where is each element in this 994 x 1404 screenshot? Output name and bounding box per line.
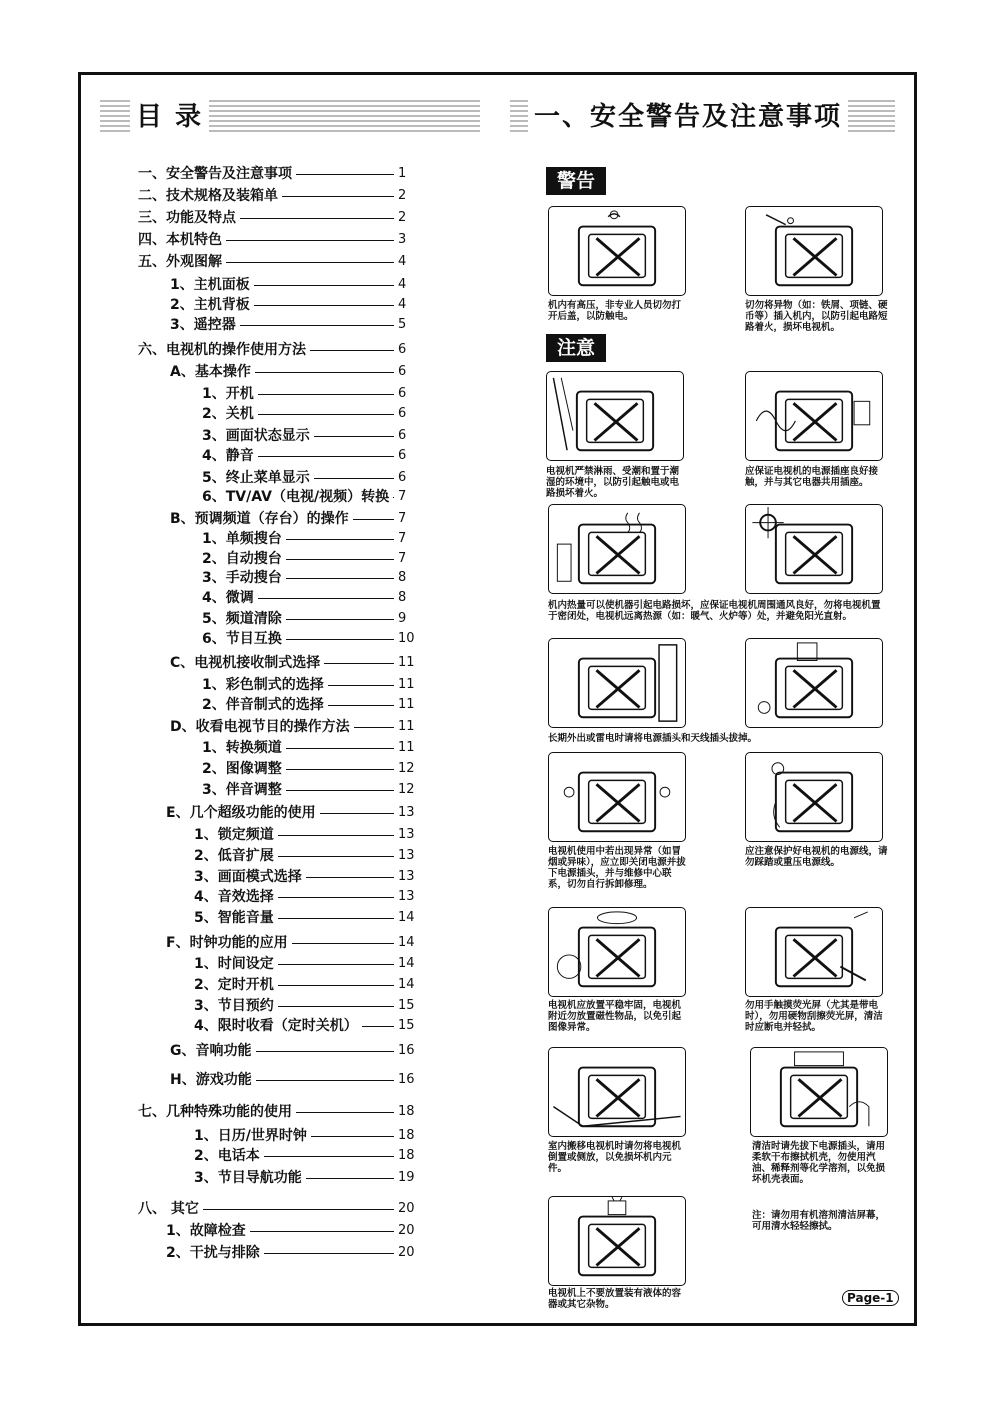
caption-unplug: 长期外出或雷电时请将电源插头和天线插头拔掉。 (548, 733, 758, 744)
toc-leader-line (324, 663, 394, 664)
toc-entry-label: D、收看电视节目的操作方法 (170, 719, 350, 735)
toc-entry (202, 404, 420, 422)
toc-entry-page: 12 (398, 781, 415, 797)
toc-entry-label: 6、节目互换 (202, 631, 282, 647)
toc-leader-line (258, 598, 394, 599)
caption-moving-tv: 室内搬移电视机时请勿将电视机倒置或侧放，以免损坏机内元件。 (548, 1141, 682, 1174)
toc-entry-label: 4、限时收看（定时关机） (194, 1018, 358, 1034)
toc-leader-line (240, 325, 394, 326)
toc-entry-label: 五、外观图解 (138, 254, 222, 270)
toc-entry-page: 13 (398, 888, 415, 904)
toc-leader-line (278, 897, 394, 898)
toc-entry (194, 846, 420, 864)
toc-entry-label: 六、电视机的操作使用方法 (138, 342, 306, 358)
toc-leader-line (314, 478, 394, 479)
toc-leader-line (353, 519, 394, 520)
toc-entry-label: 1、主机面板 (170, 277, 250, 293)
toc-entry (170, 509, 420, 527)
toc-leader-line (278, 918, 394, 919)
toc-entry (202, 609, 420, 627)
toc-leader-line (258, 414, 394, 415)
caption-open-back-cover: 机内有高压，非专业人员切勿打开后盖，以防触电。 (548, 300, 682, 322)
toc-entry (202, 568, 420, 586)
toc-entry-page: 14 (398, 934, 415, 950)
toc-entry (194, 1016, 420, 1034)
toc-entry (170, 295, 420, 313)
toc-entry (202, 629, 420, 647)
toc-entry (170, 275, 420, 293)
illustration-moving-tv (548, 1047, 686, 1137)
toc-entry (138, 340, 420, 358)
toc-entry (170, 717, 420, 735)
toc-entry-label: 3、节目导航功能 (194, 1170, 302, 1186)
toc-entry-page: 9 (398, 610, 407, 626)
toc-leader-line (393, 497, 394, 498)
toc-entry (202, 446, 420, 464)
toc-entry-label: 3、伴音调整 (202, 782, 282, 798)
toc-entry-label: 2、干扰与排除 (166, 1245, 260, 1261)
toc-entry-page: 4 (398, 253, 407, 269)
caption-foreign-objects: 切勿将异物（如：铁屑、项链、硬币等）插入机内，以防引起电路短路着火，损坏电视机。 (745, 300, 888, 333)
toc-entry (202, 675, 420, 693)
toc-leader-line (286, 578, 394, 579)
toc-leader-line (203, 1209, 394, 1210)
toc-entry (194, 996, 420, 1014)
toc-leader-line (311, 1136, 394, 1137)
illustration-touch-screen (745, 907, 883, 997)
toc-entry (170, 653, 420, 671)
illustration-liquid-container (548, 1196, 686, 1286)
warning-tag: 警告 (546, 167, 606, 195)
toc-entry-label: 四、本机特色 (138, 232, 222, 248)
toc-entry-page: 16 (398, 1071, 415, 1087)
toc-entry-label: E、几个超级功能的使用 (166, 805, 316, 821)
toc-entry (202, 426, 420, 444)
caption-touch-screen: 勿用手触摸荧光屏（尤其是带电时），勿用硬物刮擦荧光屏，清洁时应断电并轻拭。 (745, 1000, 883, 1033)
toc-entry-page: 10 (398, 630, 415, 646)
toc-entry-label: 二、技术规格及装箱单 (138, 188, 278, 204)
illustration-ventilation (548, 638, 686, 728)
toc-leader-line (320, 813, 394, 814)
illustration-children-climbing (745, 638, 883, 728)
toc-leader-line (286, 769, 394, 770)
section-title: 一、安全警告及注意事项 (528, 100, 848, 134)
toc-entry (202, 487, 420, 505)
toc-entry-page: 4 (398, 276, 407, 292)
toc-entry-label: 1、日历/世界时钟 (194, 1128, 307, 1144)
toc-entry (166, 1243, 420, 1261)
toc-entry (138, 1199, 420, 1217)
toc-entry-page: 11 (398, 676, 415, 692)
toc-leader-line (306, 1178, 394, 1179)
toc-entry-label: 2、关机 (202, 406, 254, 422)
toc-entry-page: 13 (398, 826, 415, 842)
toc-entry-page: 16 (398, 1042, 415, 1058)
toc-entry-page: 3 (398, 231, 407, 247)
toc-leader-line (226, 262, 394, 263)
toc-entry-label: 八、 其它 (138, 1201, 199, 1217)
toc-entry-page: 13 (398, 804, 415, 820)
caption-cleaning-note: 注：请勿用有机溶剂清洁屏幕，可用清水轻轻擦拭。 (752, 1210, 886, 1232)
toc-entry-label: 3、画面状态显示 (202, 428, 310, 444)
toc-entry (202, 468, 420, 486)
toc-entry (138, 186, 420, 204)
toc-entry-label: 5、终止菜单显示 (202, 470, 310, 486)
toc-entry-label: 2、定时开机 (194, 977, 274, 993)
toc-entry (202, 759, 420, 777)
toc-entry-page: 6 (398, 405, 407, 421)
toc-leader-line (278, 1006, 394, 1007)
toc-entry-page: 15 (398, 1017, 415, 1033)
caption-power-socket: 应保证电视机的电源插座良好接触，并与其它电器共用插座。 (745, 466, 879, 488)
caution-tag: 注意 (546, 334, 606, 362)
toc-entry-page: 18 (398, 1147, 415, 1163)
toc-entry-page: 20 (398, 1200, 415, 1216)
caption-rain-moisture: 电视机严禁淋雨、受潮和置于潮湿的环境中，以防引起触电或电路损坏着火。 (546, 466, 680, 499)
toc-entry (202, 780, 420, 798)
toc-leader-line (286, 539, 394, 540)
toc-entry (166, 803, 420, 821)
toc-entry (194, 1146, 420, 1164)
toc-entry (202, 695, 420, 713)
toc-entry-page: 7 (398, 488, 407, 504)
toc-entry-label: 6、TV/AV（电视/视频）转换 (202, 489, 390, 505)
caption-heat-source: 机内热量可以使机器引起电路损坏，应保证电视机周围通风良好，勿将电视机置于密闭处，电视机远离热源（如：暖气、火炉等）处，并避免阳光直射。 (548, 600, 881, 622)
toc-leader-line (278, 835, 394, 836)
toc-entry-label: 1、时间设定 (194, 956, 274, 972)
toc-entry-label: 2、主机背板 (170, 297, 250, 313)
toc-entry-label: 七、几种特殊功能的使用 (138, 1104, 292, 1120)
toc-entry (194, 1168, 420, 1186)
toc-entry-page: 7 (398, 510, 407, 526)
toc-leader-line (328, 705, 394, 706)
toc-entry-page: 6 (398, 363, 407, 379)
illustration-sunlight (745, 504, 883, 594)
toc-entry-label: 2、伴音制式的选择 (202, 697, 324, 713)
illustration-open-back-cover (548, 206, 686, 296)
caption-cleaning: 清洁时请先拔下电源插头，请用柔软干布擦拭机壳，勿使用汽油、稀释剂等化学溶剂，以免损坏机壳表面。 (752, 1141, 886, 1185)
toc-leader-line (254, 305, 394, 306)
toc-entry-label: 4、微调 (202, 590, 254, 606)
toc-entry (202, 549, 420, 567)
toc-entry-page: 19 (398, 1169, 415, 1185)
toc-entry-label: 2、自动搜台 (202, 551, 282, 567)
toc-entry-page: 20 (398, 1244, 415, 1260)
caption-power-cord: 应注意保护好电视机的电源线，请勿踩踏或重压电源线。 (745, 846, 888, 868)
toc-leader-line (286, 790, 394, 791)
toc-entry (170, 315, 420, 333)
toc-entry-label: 2、低音扩展 (194, 848, 274, 864)
toc-leader-line (286, 559, 394, 560)
toc-entry-page: 20 (398, 1222, 415, 1238)
toc-entry (138, 252, 420, 270)
toc-entry-label: 1、故障检查 (166, 1223, 246, 1239)
toc-entry-page: 18 (398, 1103, 415, 1119)
toc-leader-line (292, 943, 394, 944)
toc-entry-label: F、时钟功能的应用 (166, 935, 288, 951)
toc-leader-line (255, 372, 394, 373)
toc-leader-line (278, 985, 394, 986)
toc-entry-page: 8 (398, 569, 407, 585)
toc-leader-line (296, 1112, 394, 1113)
toc-leader-line (328, 685, 394, 686)
toc-entry (138, 230, 420, 248)
illustration-magnetic-objects (548, 907, 686, 997)
toc-entry-label: B、预调频道（存台）的操作 (170, 511, 349, 527)
toc-entry (202, 529, 420, 547)
toc-entry-page: 2 (398, 187, 407, 203)
caption-liquid-container: 电视机上不要放置装有液体的容器或其它杂物。 (548, 1288, 682, 1310)
caption-abnormal-smoke: 电视机使用中若出现异常（如冒烟或异味），应立即关闭电源并拔下电源插头，并与维修中心联系，切勿自行拆卸修理。 (548, 846, 686, 890)
toc-entry (194, 975, 420, 993)
toc-entry (194, 887, 420, 905)
toc-leader-line (286, 639, 394, 640)
toc-entry-label: 4、静音 (202, 448, 254, 464)
toc-leader-line (240, 218, 394, 219)
toc-entry (202, 384, 420, 402)
toc-leader-line (306, 877, 394, 878)
toc-entry (194, 1126, 420, 1144)
illustration-cleaning (750, 1047, 888, 1137)
toc-entry-page: 14 (398, 955, 415, 971)
toc-entry-page: 7 (398, 530, 407, 546)
toc-entry-label: G、音响功能 (170, 1043, 252, 1059)
toc-entry-page: 5 (398, 316, 407, 332)
toc-leader-line (286, 748, 394, 749)
toc-entry-label: 5、智能音量 (194, 910, 274, 926)
illustration-foreign-objects (745, 206, 883, 296)
toc-leader-line (264, 1156, 394, 1157)
toc-entry-label: 3、手动搜台 (202, 570, 282, 586)
toc-entry (166, 933, 420, 951)
toc-leader-line (254, 285, 394, 286)
toc-entry-label: 1、转换频道 (202, 740, 282, 756)
toc-entry (194, 908, 420, 926)
toc-entry-page: 11 (398, 718, 415, 734)
toc-leader-line (282, 196, 394, 197)
toc-entry-label: 1、开机 (202, 386, 254, 402)
toc-entry-label: 2、图像调整 (202, 761, 282, 777)
toc-entry (194, 954, 420, 972)
toc-entry-page: 15 (398, 997, 415, 1013)
toc-entry-page: 14 (398, 976, 415, 992)
toc-entry-page: 6 (398, 385, 407, 401)
toc-entry-label: 5、频道清除 (202, 611, 282, 627)
toc-entry-label: 三、功能及特点 (138, 210, 236, 226)
toc-entry-page: 6 (398, 341, 407, 357)
toc-leader-line (256, 1051, 395, 1052)
caption-magnetic-objects: 电视机应放置平稳牢固，电视机附近勿放置磁性物品，以免引起图像异常。 (548, 1000, 682, 1033)
toc-leader-line (264, 1253, 394, 1254)
toc-entry (138, 164, 420, 182)
toc-entry (138, 208, 420, 226)
toc-title: 目 录 (130, 100, 209, 134)
toc-entry-page: 4 (398, 296, 407, 312)
toc-entry (170, 1041, 420, 1059)
toc-entry-page: 13 (398, 868, 415, 884)
toc-entry-label: 1、彩色制式的选择 (202, 677, 324, 693)
toc-leader-line (314, 436, 394, 437)
toc-entry (170, 362, 420, 380)
toc-entry-label: C、电视机接收制式选择 (170, 655, 321, 671)
toc-leader-line (250, 1231, 394, 1232)
toc-entry-label: 1、锁定频道 (194, 827, 274, 843)
toc-leader-line (296, 174, 394, 175)
toc-entry (194, 825, 420, 843)
toc-entry-page: 6 (398, 469, 407, 485)
toc-leader-line (258, 394, 394, 395)
toc-entry-page: 12 (398, 760, 415, 776)
toc-entry-label: 一、安全警告及注意事项 (138, 166, 292, 182)
illustration-heat-source (548, 504, 686, 594)
toc-entry-page: 6 (398, 447, 407, 463)
toc-entry-page: 1 (398, 165, 407, 181)
toc-entry-page: 2 (398, 209, 407, 225)
toc-entry-label: 3、遥控器 (170, 317, 236, 333)
toc-entry-label: A、基本操作 (170, 364, 251, 380)
toc-entry-page: 11 (398, 739, 415, 755)
toc-leader-line (354, 727, 394, 728)
toc-leader-line (256, 1080, 394, 1081)
toc-entry-label: 3、画面模式选择 (194, 869, 302, 885)
page-number: Page-1 (842, 1290, 899, 1306)
toc-leader-line (286, 619, 394, 620)
toc-entry-label: H、游戏功能 (170, 1072, 252, 1088)
toc-entry-page: 13 (398, 847, 415, 863)
toc-entry (166, 1221, 420, 1239)
toc-entry (202, 588, 420, 606)
toc-leader-line (278, 964, 394, 965)
toc-entry-page: 18 (398, 1127, 415, 1143)
toc-entry-page: 14 (398, 909, 415, 925)
illustration-rain-moisture (546, 371, 684, 461)
toc-entry (194, 867, 420, 885)
toc-entry-label: 2、电话本 (194, 1148, 260, 1164)
toc-entry (202, 738, 420, 756)
toc-entry (138, 1102, 420, 1120)
toc-entry-page: 11 (398, 696, 415, 712)
toc-leader-line (362, 1026, 394, 1027)
toc-entry-page: 11 (398, 654, 415, 670)
toc-entry-label: 4、音效选择 (194, 889, 274, 905)
illustration-power-cord (745, 752, 883, 842)
toc-leader-line (278, 856, 394, 857)
toc-entry-page: 7 (398, 550, 407, 566)
illustration-abnormal-smoke (548, 752, 686, 842)
toc-leader-line (226, 240, 394, 241)
toc-entry (170, 1070, 420, 1088)
illustration-power-socket (745, 371, 883, 461)
toc-entry-label: 3、节目预约 (194, 998, 274, 1014)
toc-leader-line (258, 456, 394, 457)
toc-entry-page: 6 (398, 427, 407, 443)
toc-leader-line (310, 350, 394, 351)
toc-entry-label: 1、单频搜台 (202, 531, 282, 547)
toc-entry-page: 8 (398, 589, 407, 605)
